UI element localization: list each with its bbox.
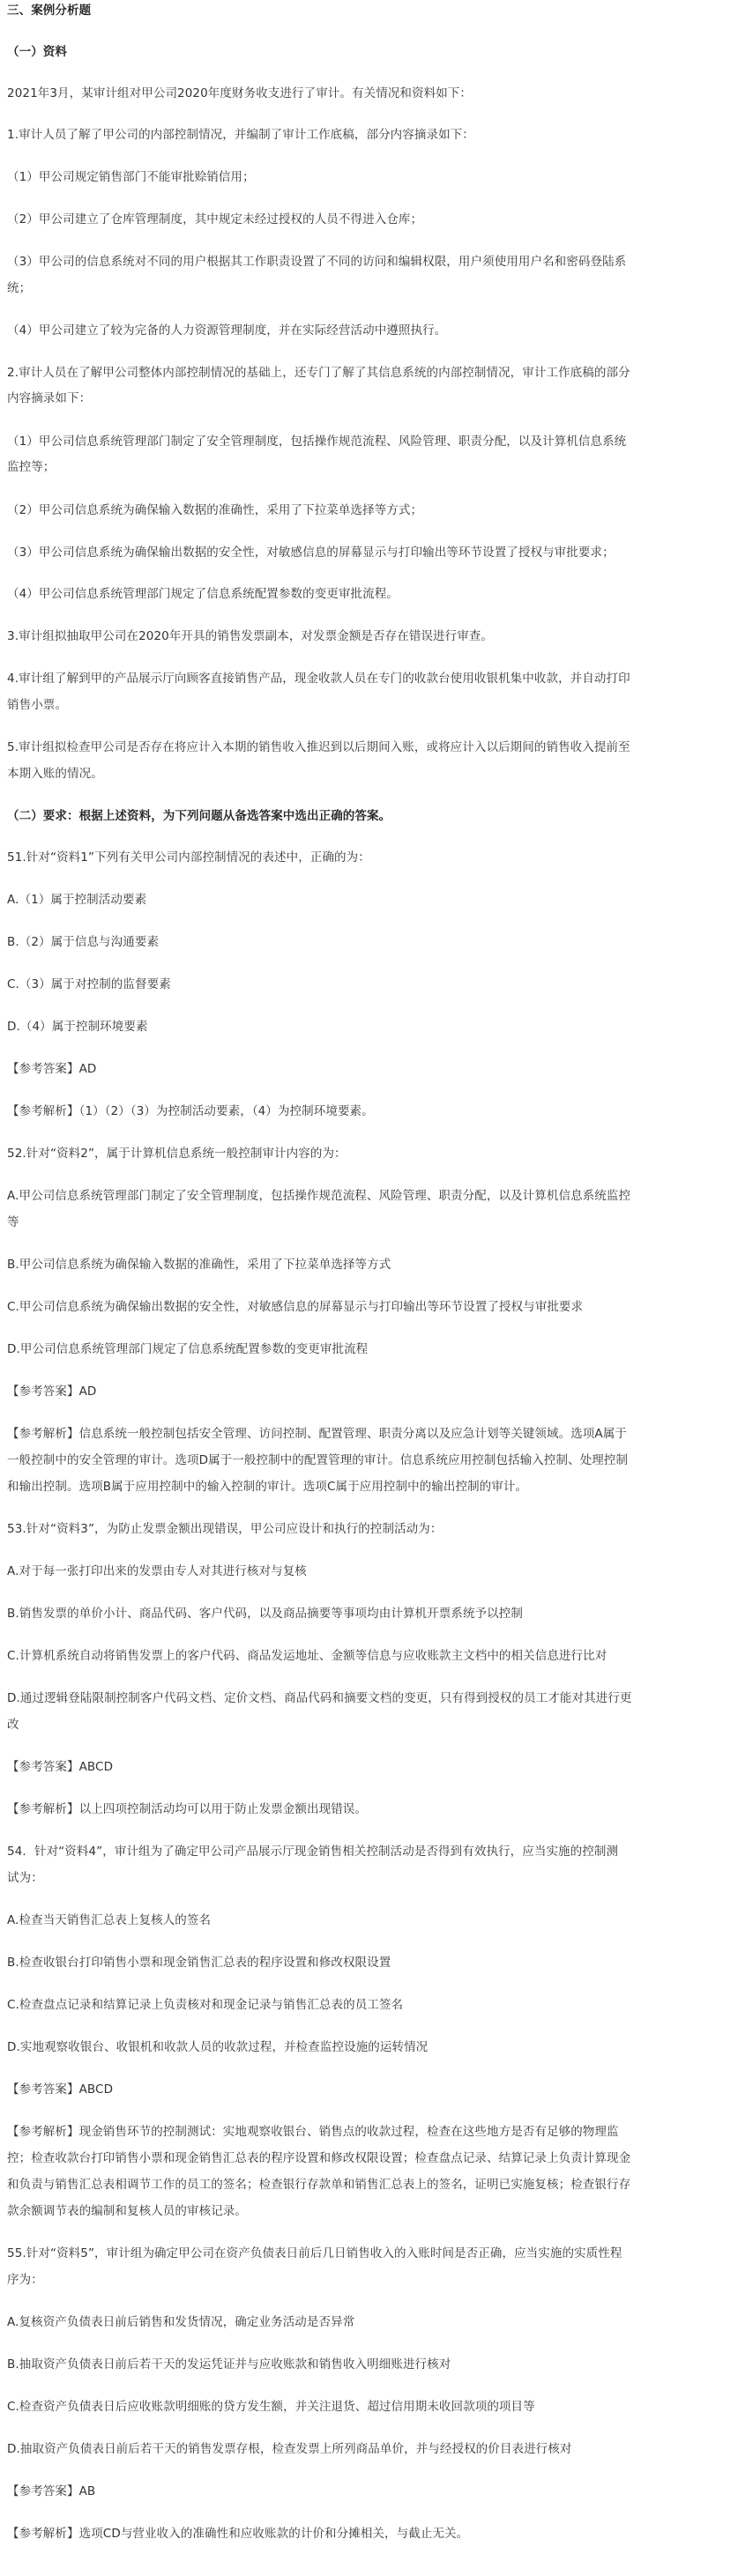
question-54-stem: 54．针对“资料4”，审计组为了确定甲公司产品展示厅现金销售相关控制活动是否得到有效执行，应当实施的控制测 (7, 1845, 619, 1859)
option-item: D.抽取资产负债表日前后若干天的销售发票存根，检查发票上所列商品单价，并与经授权的价目表进行核对 (7, 2442, 572, 2456)
answer-line: 【参考答案】AD (7, 1062, 97, 1076)
option-item-cont: 等 (7, 1215, 19, 1229)
question-53-stem: 53.针对“资料3”，为防止发票金额出现错误，甲公司应设计和执行的控制活动为： (7, 1522, 443, 1536)
item2-point: （2）甲公司信息系统为确保输入数据的准确性，采用了下拉菜单选择等方式； (7, 503, 423, 517)
item4-paragraph: 4.审计组了解到甲的产品展示厅向顾客直接销售产品，现金收款人员在专门的收款台使用收银机集中收款，并自动打印 (7, 672, 630, 686)
analysis-line: 【参考解析】（1）（2）（3）为控制活动要素，（4）为控制环境要素。 (7, 1104, 374, 1118)
item2-point: （3）甲公司信息系统为确保输出数据的安全性，对敏感信息的屏幕显示与打印输出等环节设置了授权与审批要求； (7, 546, 615, 560)
option-item: C.甲公司信息系统为确保输出数据的安全性，对敏感信息的屏幕显示与打印输出等环节设置了授权与审批要求 (7, 1300, 584, 1314)
analysis-line: 【参考解析】以上四项控制活动均可以用于防止发票金额出现错误。 (7, 1802, 367, 1816)
option-item: A.甲公司信息系统管理部门制定了安全管理制度，包括操作规范流程、风险管理、职责分配，以及计算机信息系统监控 (7, 1189, 631, 1203)
option-item: D.（4）属于控制环境要素 (7, 1020, 148, 1034)
item5-paragraph-cont: 本期入账的情况。 (7, 767, 103, 781)
option-item: B.检查收银台打印销售小票和现金销售汇总表的程序设置和修改权限设置 (7, 1956, 391, 1970)
option-item: D.通过逻辑登陆限制控制客户代码文档、定价文档、商品代码和摘要文档的变更，只有得到授权的员工才能对其进行更 (7, 1691, 632, 1705)
item1-point: （3）甲公司的信息系统对不同的用户根据其工作职责设置了不同的访问和编辑权限，用户须使用用户名和密码登陆系 (7, 255, 627, 269)
part1-title: （一）资料 (7, 45, 67, 59)
option-item: C.（3）属于对控制的监督要素 (7, 977, 171, 991)
intro-paragraph: 2021年3月，某审计组对甲公司2020年度财务收支进行了审计。有关情况和资料如下： (7, 86, 473, 100)
analysis-line: 款余额调节表的编制和复核人员的审核记录。 (7, 2204, 247, 2218)
question-51-stem: 51.针对“资料1”下列有关甲公司内部控制情况的表述中，正确的为： (7, 850, 370, 865)
option-item: A.复核资产负债表日前后销售和发货情况，确定业务活动是否异常 (7, 2315, 355, 2329)
analysis-line: 和负责与销售汇总表相调节工作的员工的签名；检查银行存款单和销售汇总表上的签名，证明已实施复核；检查银行存 (7, 2178, 631, 2192)
analysis-line: 和输出控制。选项B属于应用控制中的输入控制的审计。选项C属于应用控制中的输出控制的审计。 (7, 1480, 528, 1494)
option-item: C.计算机系统自动将销售发票上的客户代码、商品发运地址、金额等信息与应收账款主文档中的相关信息进行比对 (7, 1649, 608, 1663)
item1-point: （2）甲公司建立了仓库管理制度，其中规定未经过授权的人员不得进入仓库； (7, 212, 423, 226)
option-item: D.实地观察收银台、收银机和收款人员的收款过程，并检查监控设施的运转情况 (7, 2040, 429, 2054)
analysis-line: 一般控制中的安全管理的审计。选项D属于一般控制中的配置管理的审计。信息系统应用控制包括输入控制、处理控制 (7, 1453, 629, 1467)
option-item-cont: 改 (7, 1718, 19, 1732)
answer-line: 【参考答案】AD (7, 1385, 97, 1399)
item2-point: （1）甲公司信息系统管理部门制定了安全管理制度，包括操作规范流程、风险管理、职责分配，以及计算机信息系统 (7, 434, 627, 449)
answer-line: 【参考答案】ABCD (7, 1760, 114, 1774)
item4-paragraph-cont: 销售小票。 (7, 698, 67, 712)
section-title: 三、案例分析题 (7, 4, 92, 18)
option-item: C.检查资产负债表日后应收账款明细账的贷方发生额，并关注退货、超过信用期未收回款项的项目等 (7, 2400, 535, 2414)
question-55-stem: 55.针对“资料5”，审计组为确定甲公司在资产负债表日前后几日销售收入的入账时间是否正确，应当实施的实质性程 (7, 2246, 622, 2260)
option-item: A.检查当天销售汇总表上复核人的签名 (7, 1913, 212, 1927)
option-item: B.甲公司信息系统为确保输入数据的准确性，采用了下拉菜单选择等方式 (7, 1258, 391, 1272)
option-item: B.销售发票的单价小计、商品代码、客户代码，以及商品摘要等事项均由计算机开票系统予以控制 (7, 1607, 523, 1621)
item2-point: （4）甲公司信息系统管理部门规定了信息系统配置参数的变更审批流程。 (7, 587, 399, 601)
item3-paragraph: 3.审计组拟抽取甲公司在2020年开具的销售发票副本，对发票金额是否存在错误进行审查。 (7, 629, 494, 643)
option-item: A.（1）属于控制活动要素 (7, 893, 147, 907)
item2-lead: 2.审计人员在了解甲公司整体内部控制情况的基础上，还专门了解了其信息系统的内部控制情况，审计工作底稿的部分 (7, 366, 630, 380)
question-54-stem-cont: 试为： (7, 1871, 43, 1885)
item2-point-cont: 监控等； (7, 460, 56, 474)
item5-paragraph: 5.审计组拟检查甲公司是否存在将应计入本期的销售收入推迟到以后期间入账，或将应计入以后期间的销售收入提前至 (7, 740, 630, 754)
item1-point: （4）甲公司建立了较为完备的人力资源管理制度，并在实际经营活动中遵照执行。 (7, 323, 447, 338)
option-item: C.检查盘点记录和结算记录上负责核对和现金记录与销售汇总表的员工签名 (7, 1998, 404, 2012)
item1-point: （1）甲公司规定销售部门不能审批赊销信用； (7, 170, 255, 184)
analysis-line: 控；检查收款台打印销售小票和现金销售汇总表的程序设置和修改权限设置；检查盘点记录、结算记录上负责计算现金 (7, 2151, 631, 2165)
analysis-line: 【参考解析】现金销售环节的控制测试：实地观察收银台、销售点的收款过程，检查在这些地方是否有足够的物理监 (7, 2125, 619, 2139)
item1-lead: 1.审计人员了解了甲公司的内部控制情况，并编制了审计工作底稿，部分内容摘录如下： (7, 128, 474, 142)
item2-lead-cont: 内容摘录如下： (7, 391, 92, 405)
question-55-stem-cont: 序为： (7, 2273, 43, 2287)
option-item: B.（2）属于信息与沟通要素 (7, 935, 160, 949)
option-item: B.抽取资产负债表日前后若干天的发运凭证并与应收账款和销售收入明细账进行核对 (7, 2357, 451, 2372)
analysis-line: 【参考解析】信息系统一般控制包括安全管理、访问控制、配置管理、职责分离以及应急计划等关键领域。选项A属于 (7, 1427, 627, 1441)
analysis-line: 【参考解析】选项CD与营业收入的准确性和应收账款的计价和分摊相关，与截止无关。 (7, 2527, 469, 2541)
answer-line: 【参考答案】AB (7, 2484, 96, 2498)
question-52-stem: 52.针对“资料2”，属于计算机信息系统一般控制审计内容的为： (7, 1147, 347, 1161)
part2-title: （二）要求：根据上述资料，为下列问题从备选答案中选出正确的答案。 (7, 809, 391, 823)
answer-line: 【参考答案】ABCD (7, 2082, 114, 2097)
option-item: A.对于每一张打印出来的发票由专人对其进行核对与复核 (7, 1564, 307, 1578)
option-item: D.甲公司信息系统管理部门规定了信息系统配置参数的变更审批流程 (7, 1342, 369, 1356)
item1-point-cont: 统； (7, 281, 32, 295)
